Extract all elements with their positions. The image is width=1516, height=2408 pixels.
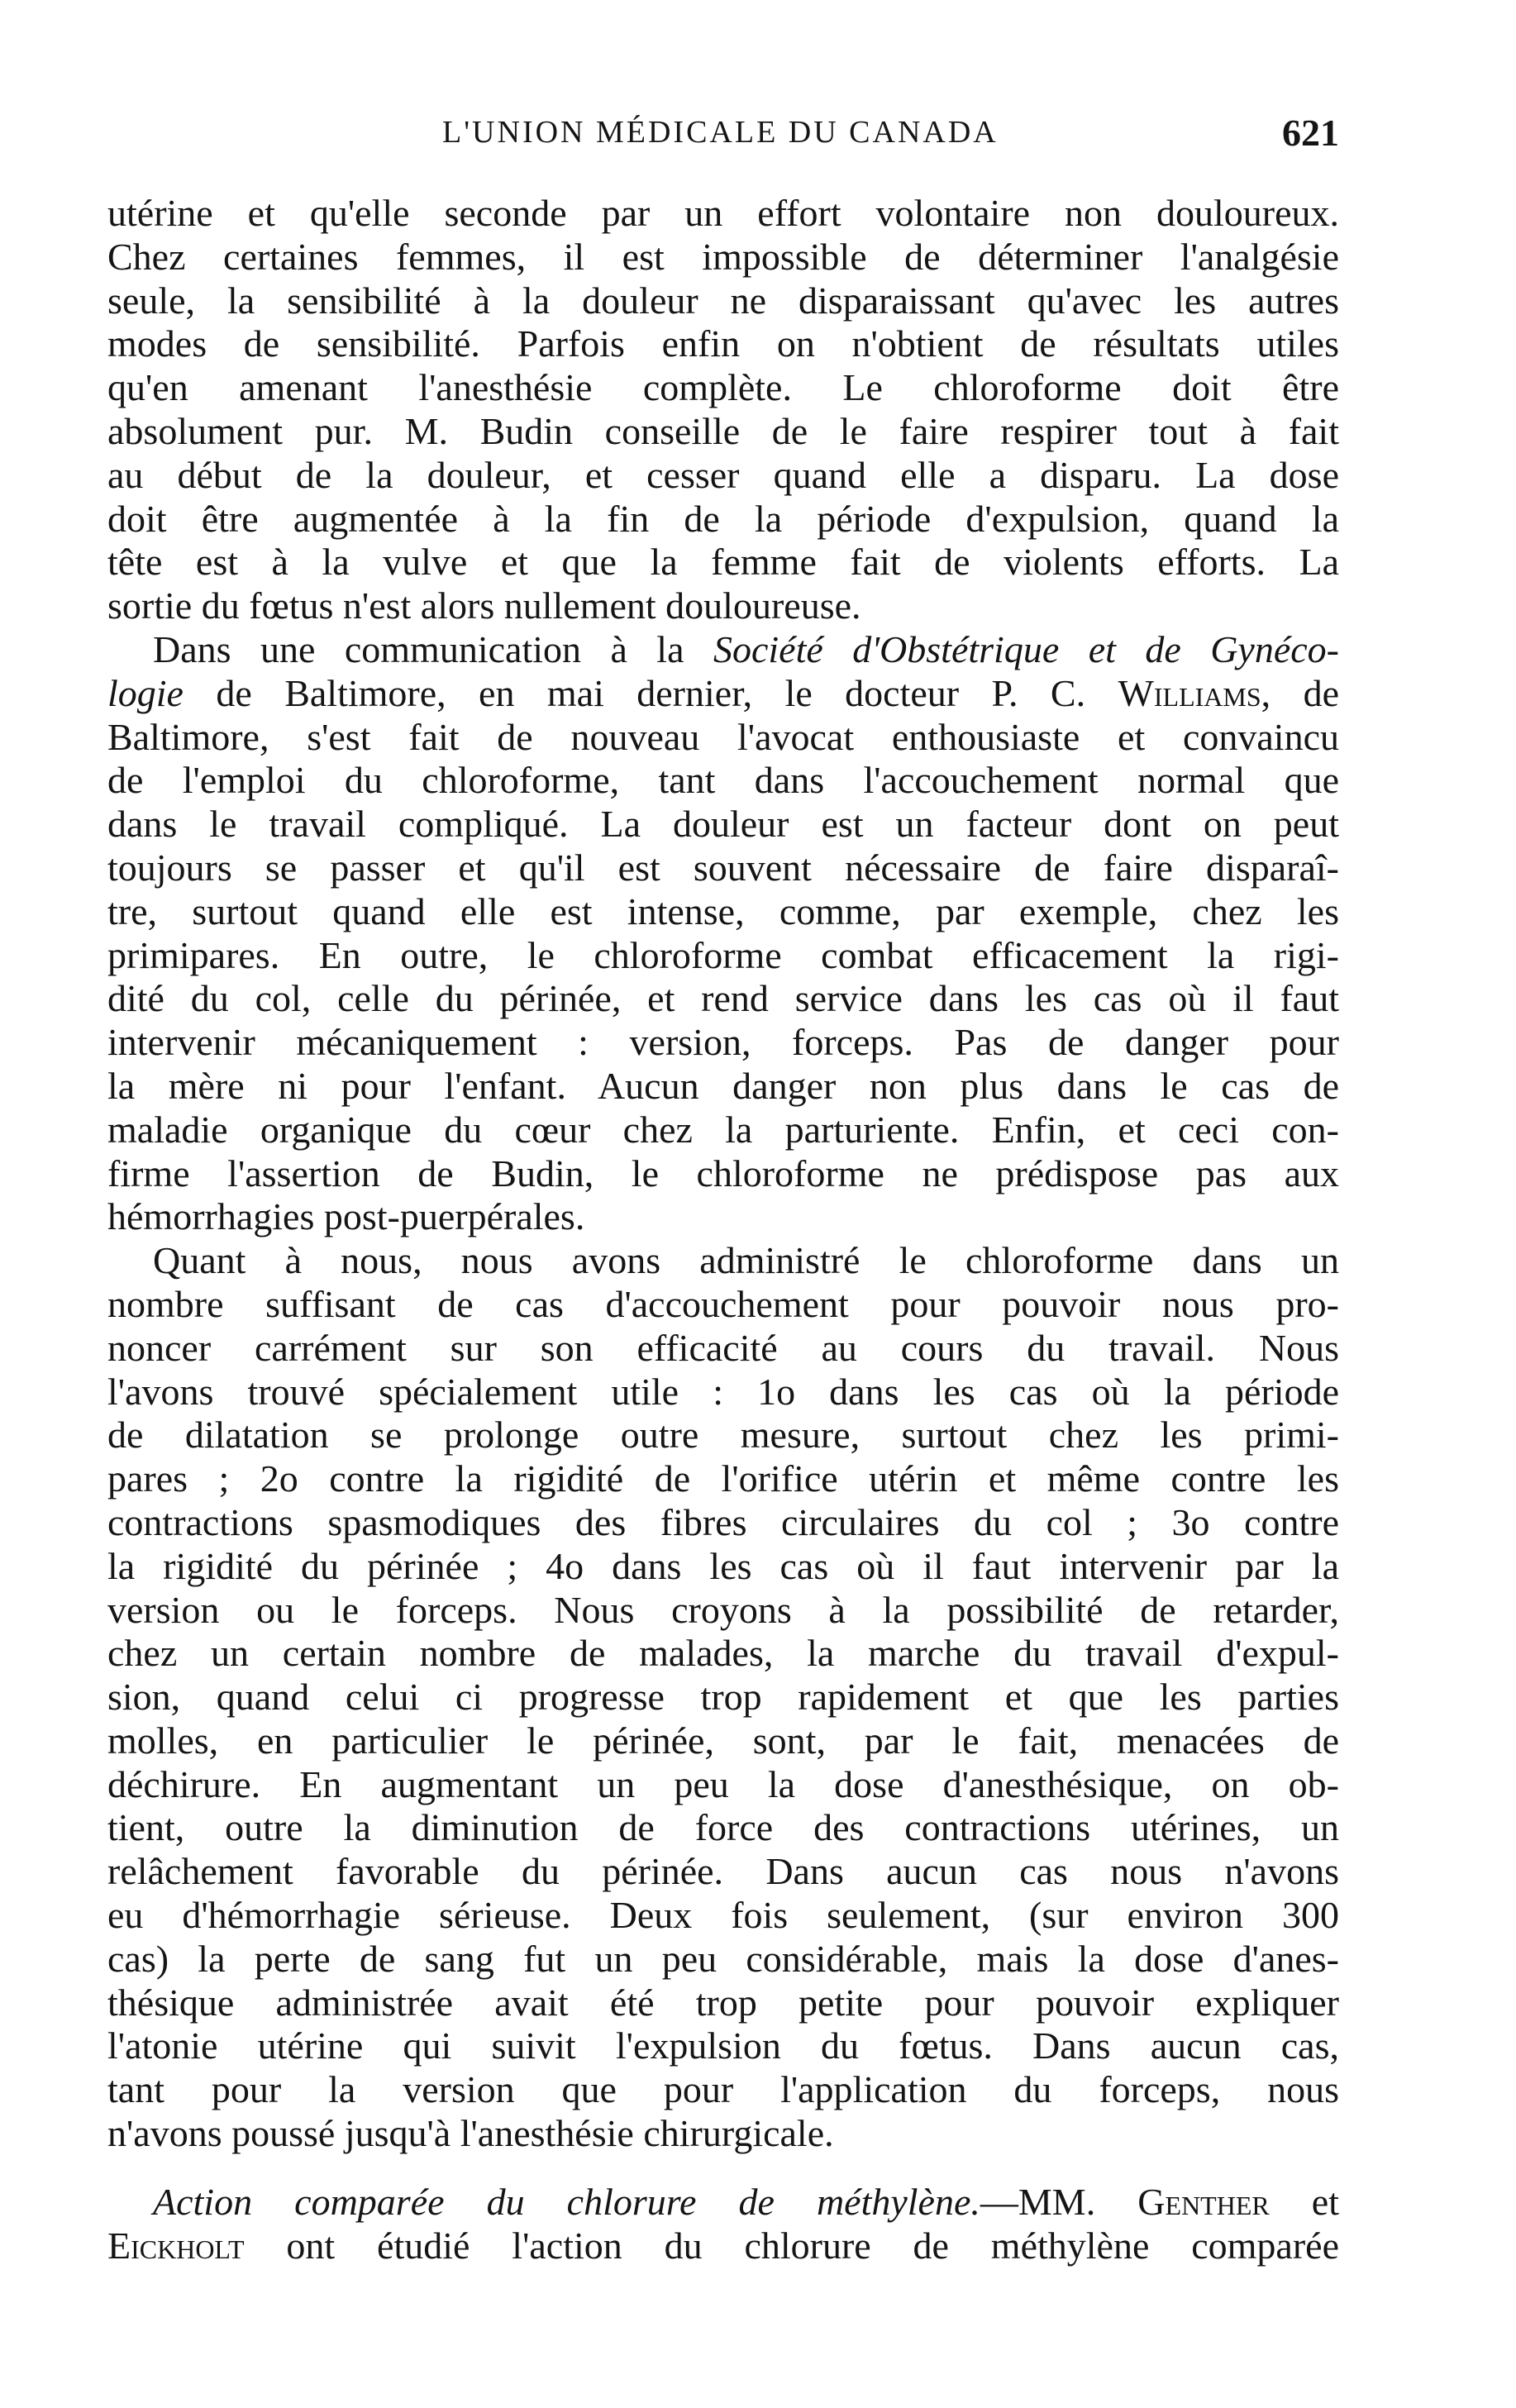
text-line: utérine et qu'elle seconde par un effort volontaire non douloureux. bbox=[107, 192, 1339, 234]
text-line: thésique administrée avait été trop petite pour pouvoir expliquer bbox=[107, 1981, 1339, 2024]
text-line bbox=[107, 672, 1339, 716]
text-line: sortie du fœtus n'est alors nullement douloureuse. bbox=[107, 584, 861, 627]
author-name: Williams bbox=[1118, 671, 1261, 714]
text-line: pares ; 2o contre la rigidité de l'orifice utérin et même contre les bbox=[107, 1457, 1339, 1500]
text-line: seule, la sensibilité à la douleur ne disparaissant qu'avec les autres bbox=[107, 279, 1339, 322]
text-run: de Baltimore, en mai dernier, le docteur P. C. bbox=[183, 671, 1118, 714]
text-line: primipares. En outre, le chloroforme combat efficacement la rigi- bbox=[107, 933, 1339, 976]
text-line: dité du col, celle du périnée, et rend service dans les cas où il faut bbox=[107, 977, 1339, 1020]
text-line: absolument pur. M. Budin conseille de le faire respirer tout à fait bbox=[107, 409, 1339, 452]
text-line: molles, en particulier le périnée, sont, par le fait, menacées de bbox=[107, 1719, 1339, 1762]
text-line: Baltimore, s'est fait de nouveau l'avocat enthousiaste et convaincu bbox=[107, 715, 1339, 758]
article-body bbox=[107, 192, 1339, 2267]
text-line: intervenir mécaniquement : version, forceps. Pas de danger pour bbox=[107, 1021, 1339, 1064]
page-number: 621 bbox=[1282, 112, 1339, 154]
text-line: nombre suffisant de cas d'accouchement pour pouvoir nous pro- bbox=[107, 1282, 1339, 1325]
text-line: tant pour la version que pour l'application du forceps, nous bbox=[107, 2068, 1339, 2111]
author-name: Genther bbox=[1137, 2180, 1270, 2223]
text-line bbox=[107, 628, 1339, 672]
text-run: Dans une communication à la bbox=[153, 627, 713, 670]
text-run: —MM. bbox=[980, 2180, 1138, 2223]
running-head bbox=[107, 114, 1339, 164]
text-line: la rigidité du périnée ; 4o dans les cas où il faut intervenir par la bbox=[107, 1544, 1339, 1587]
text-run: et bbox=[1269, 2180, 1339, 2223]
text-line: eu d'hémorrhagie sérieuse. Deux fois seulement, (sur environ 300 bbox=[107, 1894, 1339, 1937]
text-line: noncer carrément sur son efficacité au cours du travail. Nous bbox=[107, 1326, 1339, 1369]
text-line: déchirure. En augmentant un peu la dose d'anesthésique, on ob- bbox=[107, 1762, 1339, 1805]
text-line: la mère ni pour l'enfant. Aucun danger non plus dans le cas de bbox=[107, 1064, 1339, 1107]
society-name-end: logie bbox=[107, 671, 184, 714]
text-line: relâchement favorable du périnée. Dans aucun cas nous n'avons bbox=[107, 1850, 1339, 1893]
text-line: sion, quand celui ci progresse trop rapidement et que les parties bbox=[107, 1676, 1339, 1719]
text-line: de dilatation se prolonge outre mesure, surtout chez les primi- bbox=[107, 1414, 1339, 1457]
text-line: toujours se passer et qu'il est souvent nécessaire de faire disparaî- bbox=[107, 846, 1339, 889]
journal-title: L'UNION MÉDICALE DU CANADA bbox=[442, 115, 999, 150]
text-line bbox=[107, 2224, 1339, 2268]
text-run: , de bbox=[1261, 671, 1339, 714]
text-line: l'avons trouvé spécialement utile : 1o dans les cas où la période bbox=[107, 1370, 1339, 1413]
paragraph-gap bbox=[107, 2156, 1339, 2181]
author-name: Eickholt bbox=[107, 2224, 245, 2267]
text-line: firme l'assertion de Budin, le chloroforme ne prédispose pas aux bbox=[107, 1152, 1339, 1194]
text-line: version ou le forceps. Nous croyons à la possibilité de retarder, bbox=[107, 1588, 1339, 1631]
text-line: au début de la douleur, et cesser quand elle a disparu. La dose bbox=[107, 453, 1339, 496]
text-line: Quant à nous, nous avons administré le chloroforme dans un bbox=[153, 1239, 1339, 1282]
text-line: tre, surtout quand elle est intense, comme, par exemple, chez les bbox=[107, 889, 1339, 932]
text-line: hémorrhagies post-puerpérales. bbox=[107, 1195, 585, 1238]
text-line: qu'en amenant l'anesthésie complète. Le chloroforme doit être bbox=[107, 366, 1339, 409]
text-line: modes de sensibilité. Parfois enfin on n'obtient de résultats utiles bbox=[107, 322, 1339, 365]
section-title: Action comparée du chlorure de méthylène. bbox=[153, 2180, 980, 2223]
text-run: ont étudié l'action du chlorure de méthylène comparée bbox=[244, 2224, 1339, 2267]
text-line: tête est à la vulve et que la femme fait de violents efforts. La bbox=[107, 541, 1339, 584]
text-line: doit être augmentée à la fin de la période d'expulsion, quand la bbox=[107, 497, 1339, 540]
text-line bbox=[107, 2181, 1339, 2224]
text-line: de l'emploi du chloroforme, tant dans l'accouchement normal que bbox=[107, 759, 1339, 802]
text-line: n'avons poussé jusqu'à l'anesthésie chirurgicale. bbox=[107, 2112, 834, 2155]
text-line: cas) la perte de sang fut un peu considérable, mais la dose d'anes- bbox=[107, 1937, 1339, 1980]
text-line: Chez certaines femmes, il est impossible de déterminer l'analgésie bbox=[107, 235, 1339, 278]
text-line: tient, outre la diminution de force des contractions utérines, un bbox=[107, 1806, 1339, 1849]
text-line: l'atonie utérine qui suivit l'expulsion du fœtus. Dans aucun cas, bbox=[107, 2024, 1339, 2067]
text-line: dans le travail compliqué. La douleur est un facteur dont on peut bbox=[107, 803, 1339, 846]
text-line: contractions spasmodiques des fibres circulaires du col ; 3o contre bbox=[107, 1500, 1339, 1543]
text-line: maladie organique du cœur chez la parturiente. Enfin, et ceci con- bbox=[107, 1108, 1339, 1151]
text-line: chez un certain nombre de malades, la marche du travail d'expul- bbox=[107, 1632, 1339, 1675]
society-name: Société d'Obstétrique et de Gynéco- bbox=[713, 627, 1339, 670]
